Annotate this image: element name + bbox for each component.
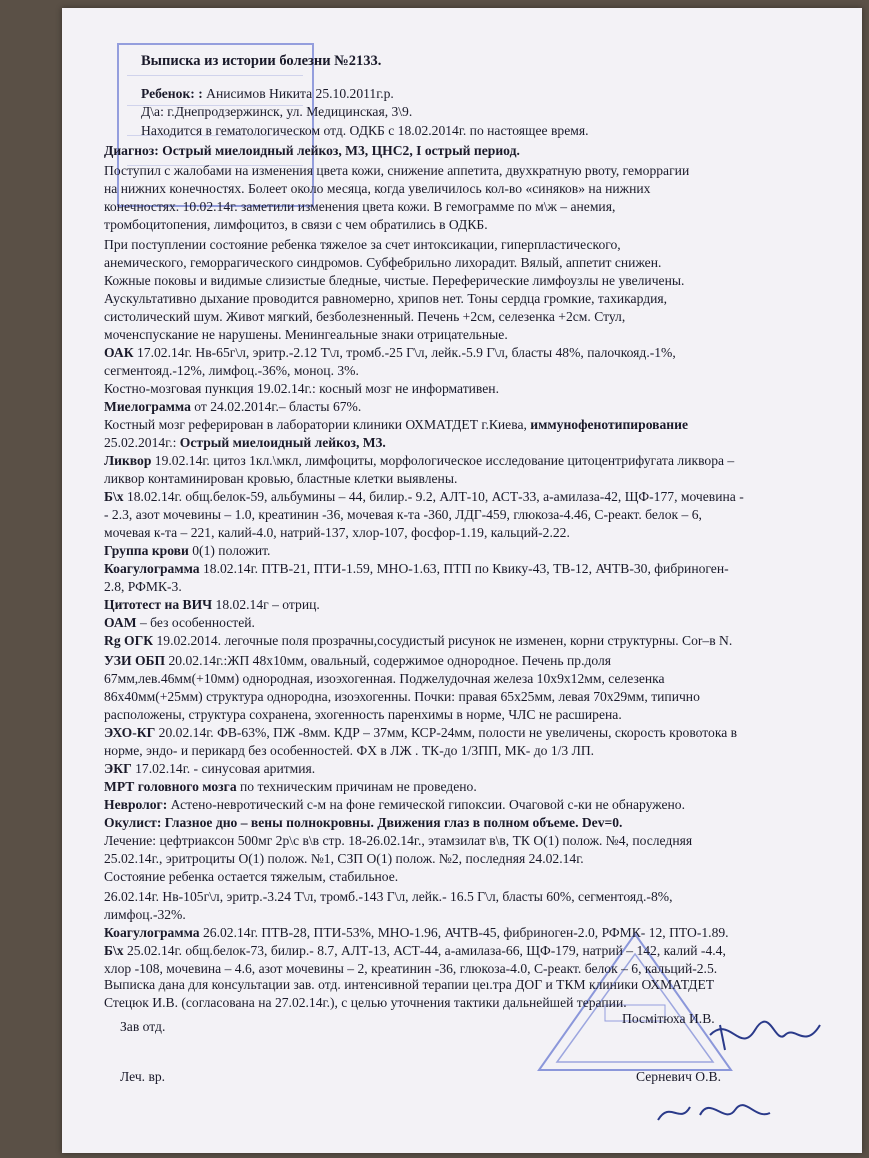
line-label: Диагноз: Острый миелоидный лейкоз, М3, ЦНС2, I острый период. bbox=[104, 143, 520, 158]
line-text: Поступил с жалобами на изменения цвета кожи, снижение аппетита, двухкратную рвоту, геморрагии bbox=[104, 163, 690, 178]
document-line bbox=[141, 103, 412, 121]
line-text: 17.02.14г. - синусовая аритмия. bbox=[131, 761, 316, 776]
document-line bbox=[104, 906, 186, 924]
line-text: Костно-мозговая пункция 19.02.14г.: косный мозг не информативен. bbox=[104, 381, 499, 396]
document-line bbox=[104, 724, 737, 742]
line-text: Анисимов Никита 25.10.2011г.р. bbox=[202, 86, 394, 101]
document-line bbox=[104, 362, 359, 380]
line-text: тромбоцитопения, лимфоцитоз, в связи с чем обратились в ОДКБ. bbox=[104, 217, 488, 232]
line-text: Аускультативно дыхание проводится равномерно, хрипов нет. Тоны сердца громкие, тахикардия, bbox=[104, 291, 668, 306]
line-text: Костный мозг реферирован в лаборатории клиники ОХМАТДЕТ г.Киева, bbox=[104, 417, 531, 432]
line-text: 18.02.14г. ПТВ-21, ПТИ-1.59, МНО-1.63, ПТП по Квику-43, ТВ-12, АЧТВ-30, фибриноген- bbox=[199, 561, 729, 576]
line-text: 86x40мм(+25мм) структура однородна, изоэхогенны. Почки: правая 65x25мм, левая 70x29мм, типично bbox=[104, 689, 700, 704]
line-text: мочевая к-та – 221, калий-4.0, натрий-137, хлор-107, фосфор-1.19, кальций-2.22. bbox=[104, 525, 570, 540]
document-line bbox=[104, 290, 667, 308]
line-label: Коагулограмма bbox=[104, 925, 200, 940]
line-text: 25.02.2014г.: bbox=[104, 435, 180, 450]
document-line bbox=[104, 942, 726, 960]
document-line bbox=[104, 850, 584, 868]
line-text: Кожные поковы и видимые слизистые бледные, чистые. Переферические лимфоузлы не увеличены. bbox=[104, 273, 685, 288]
document-line bbox=[104, 832, 692, 850]
line-text: Лечение: цефтриаксон 500мг 2р\с в\в стр. 18-26.02.14г., этамзилат в\в, ТК О(1) полож. №4, последняя bbox=[104, 833, 693, 848]
line-text: 0(1) положит. bbox=[188, 543, 271, 558]
document-line bbox=[104, 560, 729, 578]
document-line bbox=[104, 924, 729, 942]
line-text: Глазное дно – вены полнокровны. Движения глаз в полном объеме. Dev=0. bbox=[161, 815, 623, 830]
document-line bbox=[104, 670, 665, 688]
line-text: Д\а: г.Днепродзержинск, ул. Медицинская, 3\9. bbox=[141, 104, 413, 119]
document-title: Выписка из истории болезни №2133. bbox=[141, 53, 382, 69]
document-line bbox=[104, 198, 615, 216]
line-text: Выписка дана для консультации зав. отд. интенсивной терапии цеı.тра ДОГ и ТКМ клиники ОХМАТДЕТ bbox=[104, 977, 715, 992]
line-label: Ликвор bbox=[104, 453, 152, 468]
line-label: ЭКГ bbox=[104, 761, 132, 776]
line-label-emphasis: иммунофенотипирование bbox=[530, 417, 688, 432]
document-line bbox=[104, 742, 594, 760]
doctor-name: Серневич О.В. bbox=[636, 1069, 721, 1084]
head-name: Посмітюха И.В. bbox=[622, 1011, 715, 1026]
document-line bbox=[104, 976, 714, 994]
document-line bbox=[104, 778, 477, 796]
line-text: При поступлении состояние ребенка тяжелое за счет интоксикации, гиперпластического, bbox=[104, 237, 621, 252]
document-line bbox=[104, 506, 702, 524]
document-line bbox=[104, 326, 508, 344]
line-text: Находится в гематологическом отд. ОДКБ с 18.02.2014г. по настоящее время. bbox=[141, 123, 589, 138]
document-line bbox=[104, 578, 182, 596]
line-text: по техническим причинам не проведено. bbox=[236, 779, 477, 794]
document-line bbox=[104, 994, 627, 1012]
line-text: 67мм,лев.46мм(+10мм) однородная, изоэхогенная. Поджелудочная железа 10x9x12мм, селезенка bbox=[104, 671, 665, 686]
line-text: расположены, структура сохранена, эхогенность паренхимы в норме, ЧЛС не расширена. bbox=[104, 707, 622, 722]
document-line bbox=[104, 488, 744, 506]
line-text: моченспускание не нарушены. Менингеальные знаки отрицательные. bbox=[104, 327, 508, 342]
document-line bbox=[104, 688, 700, 706]
document-line bbox=[104, 216, 488, 234]
document-line bbox=[104, 470, 457, 488]
line-label: МРТ головного мозга bbox=[104, 779, 237, 794]
document-line bbox=[141, 122, 588, 140]
line-label: Цитотест на ВИЧ bbox=[104, 597, 213, 612]
line-text: хлор -108, мочевина – 4.6, азот мочевины – 2, креатинин -36, глюкоза-4.0, С-реакт. белок – 6, кальций-2.5. bbox=[104, 961, 718, 976]
line-text: 18.02.14г – отриц. bbox=[212, 597, 320, 612]
line-text: 19.02.14г. цитоз 1кл.\мкл, лимфоциты, морфологическое исследование цитоцентрифугата ликвора – bbox=[151, 453, 735, 468]
line-text: 18.02.14г. общ.белок-59, альбумины – 44, билир.- 9.2, АЛТ-10, АСТ-33, а-амилаза-42, ЩФ-177, мочевина - bbox=[123, 489, 744, 504]
line-text: конечностях. 10.02.14г. заметили изменения цвета кожи. В гемограмме по м\ж – анемия, bbox=[104, 199, 616, 214]
line-text: 20.02.14г. ФВ-63%, ПЖ -8мм. КДР – 37мм, КСР-24мм, полости не увеличены, скорость кровотока в bbox=[155, 725, 738, 740]
line-label: УЗИ ОБП bbox=[104, 653, 166, 668]
line-label: ОАК bbox=[104, 345, 134, 360]
line-text: 19.02.2014. легочные поля прозрачны,сосудистый рисунок не изменен, корни структурны. Cor–в N. bbox=[153, 633, 733, 648]
document-line bbox=[104, 452, 734, 470]
document-line bbox=[141, 85, 394, 103]
document-line bbox=[104, 162, 689, 180]
line-text: ликвор контаминирован кровью, бластные клетки выявлены. bbox=[104, 471, 458, 486]
document-line bbox=[104, 814, 622, 832]
line-text: анемического, геморрагического синдромов. Субфебрильно лихорадит. Вялый, аппетит снижен. bbox=[104, 255, 662, 270]
line-text: 20.02.14г.:ЖП 48x10мм, овальный, содержимое однородное. Печень пр.доля bbox=[165, 653, 612, 668]
document-line bbox=[104, 380, 499, 398]
document-line bbox=[104, 272, 684, 290]
line-text: Стецюк И.В. (согласована на 27.02.14г.), с целью уточнения тактики дальнейшей терапии. bbox=[104, 995, 627, 1010]
document-line bbox=[104, 398, 361, 416]
doctor-role: Леч. вр. bbox=[120, 1069, 166, 1084]
head-role: Зав отд. bbox=[120, 1019, 166, 1034]
line-text: – без особенностей. bbox=[136, 615, 255, 630]
line-label: Группа крови bbox=[104, 543, 189, 558]
document-line bbox=[104, 760, 315, 778]
line-label: Невролог: bbox=[104, 797, 168, 812]
document-line bbox=[104, 632, 732, 650]
line-text: Астено-невротический с-м на фоне гемической гипоксии. Очаговой с-ки не обнаружено. bbox=[167, 797, 685, 812]
document-line bbox=[104, 524, 570, 542]
line-text: 26.02.14г. Нв-105г\л, эритр.-3.24 Т\л, тромб.-143 Г\л, лейк.- 16.5 Г\л, бласты 60%, сегментояд.-8%, bbox=[104, 889, 673, 904]
document-line bbox=[104, 308, 625, 326]
document-line bbox=[104, 142, 520, 160]
line-text: сегментояд.-12%, лимфоц.-36%, моноц. 3%. bbox=[104, 363, 359, 378]
line-text: - 2.3, азот мочевины – 1.0, креатинин -36, мочевая к-та -360, ЛДГ-459, глюкоза-4.46, С-реакт. белок – 6, bbox=[104, 507, 702, 522]
doctor-signature bbox=[650, 1085, 780, 1135]
line-label: Rg ОГК bbox=[104, 633, 154, 648]
line-label: Миелограмма bbox=[104, 399, 191, 414]
line-label: ОАМ bbox=[104, 615, 137, 630]
head-signature bbox=[700, 1005, 830, 1065]
document-line bbox=[104, 344, 676, 362]
document-line bbox=[104, 596, 320, 614]
line-text: 26.02.14г. ПТВ-28, ПТИ-53%, МНО-1.96, АЧТВ-45, фибриноген-2.0, РФМК- 12, ПТО-1.89. bbox=[199, 925, 729, 940]
line-label: Б\х bbox=[104, 489, 124, 504]
line-text: систолический шум. Живот мягкий, безболезненный. Печень +2см, селезенка +2см. Стул, bbox=[104, 309, 626, 324]
document-line bbox=[104, 888, 672, 906]
line-text: 2.8, РФМК-3. bbox=[104, 579, 182, 594]
document-line bbox=[104, 434, 386, 452]
line-text: Состояние ребенка остается тяжелым, стабильное. bbox=[104, 869, 399, 884]
document-line bbox=[104, 796, 685, 814]
line-text: от 24.02.2014г.– бласты 67%. bbox=[190, 399, 362, 414]
line-label: Ребенок: : bbox=[141, 86, 203, 101]
document-line bbox=[104, 254, 661, 272]
line-label-emphasis: Острый миелоидный лейкоз, М3. bbox=[179, 435, 386, 450]
line-label: Б\х bbox=[104, 943, 124, 958]
document-line bbox=[104, 614, 255, 632]
line-text: на нижних конечностях. Болеет около месяца, когда увеличилось кол-во «синяков» на нижних bbox=[104, 181, 651, 196]
document-line bbox=[104, 868, 398, 886]
document-line bbox=[104, 706, 622, 724]
line-label: ЭХО-КГ bbox=[104, 725, 156, 740]
document-line bbox=[104, 236, 621, 254]
line-text: норме, эндо- и перикард без особенностей. ФХ в ЛЖ . ТК-до 1/3ПП, МК- до 1/3 ЛП. bbox=[104, 743, 595, 758]
line-text: 17.02.14г. Нв-65г\л, эритр.-2.12 Т\л, тромб.-25 Г\л, лейк.-5.9 Г\л, бласты 48%, палочкояд.-1%, bbox=[133, 345, 676, 360]
document-line bbox=[104, 542, 270, 560]
line-label: Окулист: bbox=[104, 815, 162, 830]
document-line bbox=[104, 652, 611, 670]
line-text: 25.02.14г., эритроциты О(1) полож. №1, СЗП О(1) полож. №2, последняя 24.02.14г. bbox=[104, 851, 584, 866]
line-label: Коагулограмма bbox=[104, 561, 200, 576]
line-text: 25.02.14г. общ.белок-73, билир.- 8.7, АЛТ-13, АСТ-44, а-амилаза-66, ЩФ-179, натрий – 142, калий -4.4, bbox=[123, 943, 726, 958]
document-line bbox=[104, 180, 650, 198]
document-line bbox=[104, 416, 688, 434]
line-text: лимфоц.-32%. bbox=[104, 907, 186, 922]
